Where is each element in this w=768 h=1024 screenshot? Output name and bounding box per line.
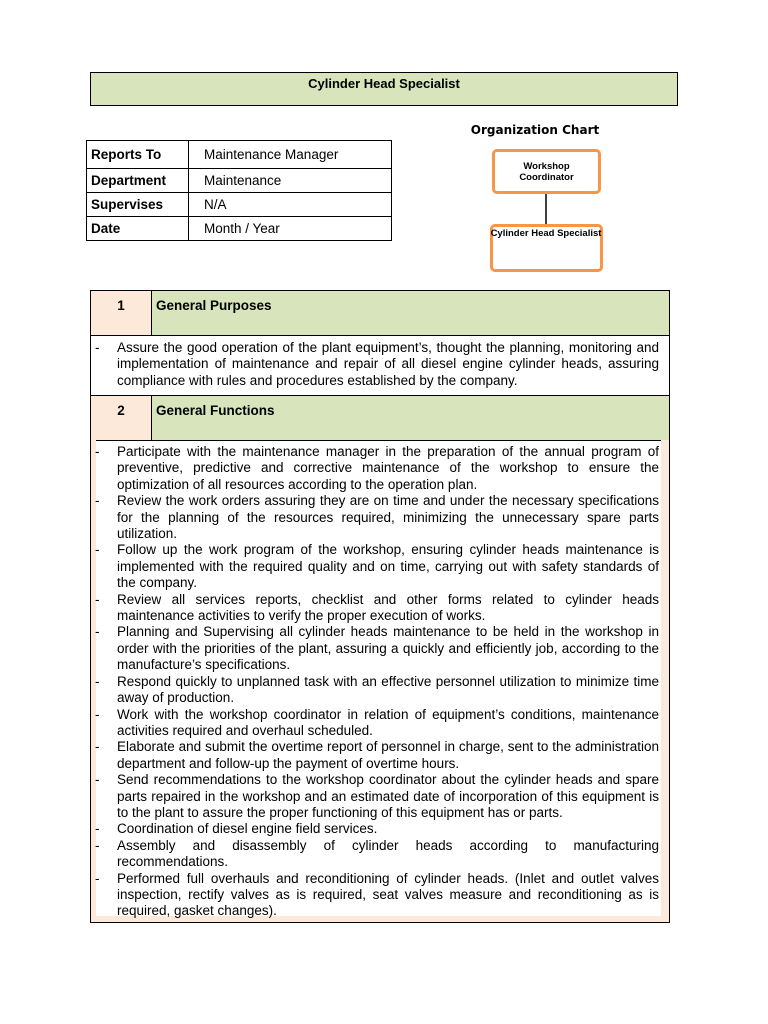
bullet-dash: - <box>95 706 100 722</box>
list-item-text: Participate with the maintenance manager in the preparation of the annual program of preventive, predictive and corrective maintenance of the workshop to ensure the optimization of all resources according to the operation plan. <box>117 444 659 492</box>
info-label: Date <box>87 217 189 241</box>
list-item <box>91 624 669 673</box>
section-header-general-purposes <box>91 291 669 336</box>
duties-table <box>90 290 670 923</box>
list-item-text: Send recommendations to the workshop coordinator about the cylinder heads and spare parts repaired in the workshop and an estimated date of incorporation of this equipment is to the plant to assure the proper functioning of this equipment has or parts. <box>117 772 659 820</box>
section-body-general-purposes <box>91 335 669 396</box>
list-item <box>91 674 669 707</box>
section-title: General Functions <box>152 396 669 440</box>
section-header-general-functions <box>91 396 669 441</box>
list-item-text: Elaborate and submit the overtime report of personnel in charge, sent to the administration department and follow-up the payment of overtime hours. <box>117 739 659 771</box>
org-box-label: Cylinder Head Specialist <box>490 228 602 239</box>
bullet-dash: - <box>95 821 100 837</box>
bullet-dash: - <box>95 591 100 607</box>
list-item-text: Respond quickly to unplanned task with an effective personnel utilization to minimize time away of production. <box>117 673 659 706</box>
list-item <box>91 739 669 772</box>
list-item <box>91 772 669 821</box>
bullet-dash: - <box>95 340 100 355</box>
document-title: Cylinder Head Specialist <box>90 72 678 106</box>
info-value: Maintenance <box>189 169 392 193</box>
section-number: 2 <box>91 396 152 440</box>
section-title: General Purposes <box>152 291 669 335</box>
list-item <box>91 838 669 871</box>
info-label: Department <box>87 169 189 193</box>
list-item-text: Performed full overhauls and reconditioning of cylinder heads. (Inlet and outlet valves inspection, rectify valves as is required, seat valves measure and reconditioning as is required, gasket changes). <box>117 870 659 919</box>
bullet-dash: - <box>95 837 100 853</box>
info-row-department <box>87 169 392 193</box>
list-item <box>91 340 669 389</box>
list-item-text: Review the work orders assuring they are on time and under the necessary specifications for the planning of the resources required, minimizing the unnecessary spare parts utilization. <box>117 493 659 542</box>
info-value: Maintenance Manager <box>189 141 392 169</box>
info-value: N/A <box>189 193 392 217</box>
list-item-text: Assure the good operation of the plant equipment’s, thought the planning, monitoring and implementation of maintenance and repair of all diesel engine cylinder heads, assuring compliance with rules and procedures established by the company. <box>117 340 659 388</box>
bullet-dash: - <box>95 493 100 509</box>
list-item-text: Review all services reports, checklist and other forms related to cylinder heads maintenance activities to verify the proper execution of works. <box>117 591 659 624</box>
bullet-dash: - <box>95 772 100 788</box>
list-item <box>91 493 669 542</box>
list-item <box>91 821 669 837</box>
list-item-text: Coordination of diesel engine field services. <box>117 821 378 837</box>
org-box-workshop-coordinator: Workshop Coordinator <box>492 149 601 194</box>
org-chart-title: Organization Chart <box>470 123 600 137</box>
info-table <box>86 140 392 241</box>
bullet-dash: - <box>95 542 100 558</box>
info-row-supervises <box>87 193 392 217</box>
list-item <box>91 707 669 740</box>
list-item <box>91 542 669 591</box>
bullet-dash: - <box>95 444 100 459</box>
info-label: Reports To <box>87 141 189 169</box>
section-number: 1 <box>91 291 152 335</box>
info-row-date <box>87 217 392 241</box>
list-item-text: Assembly and disassembly of cylinder heads according to manufacturing recommendations. <box>117 837 659 870</box>
list-item <box>91 444 669 493</box>
list-item-text: Follow up the work program of the workshop, ensuring cylinder heads maintenance is implemented with the required quality and on time, carrying out with safety standards of the company. <box>117 542 659 591</box>
bullet-dash: - <box>95 673 100 689</box>
bullet-dash: - <box>95 624 100 640</box>
bullet-dash: - <box>95 870 100 886</box>
info-value: Month / Year <box>189 217 392 241</box>
org-connector-line <box>545 194 547 224</box>
list-item <box>91 871 669 920</box>
list-item-text: Planning and Supervising all cylinder heads maintenance to be held in the workshop in order with the priorities of the plant, assuring a quickly and efficiently job, according to the manufacture’s specifications. <box>117 624 659 673</box>
info-label: Supervises <box>87 193 189 217</box>
info-row-reports-to <box>87 141 392 169</box>
list-item-text: Work with the workshop coordinator in relation of equipment’s conditions, maintenance activities required and overhaul scheduled. <box>117 706 659 738</box>
bullet-dash: - <box>95 739 100 755</box>
section-body-general-functions <box>91 440 669 922</box>
list-item <box>91 592 669 625</box>
